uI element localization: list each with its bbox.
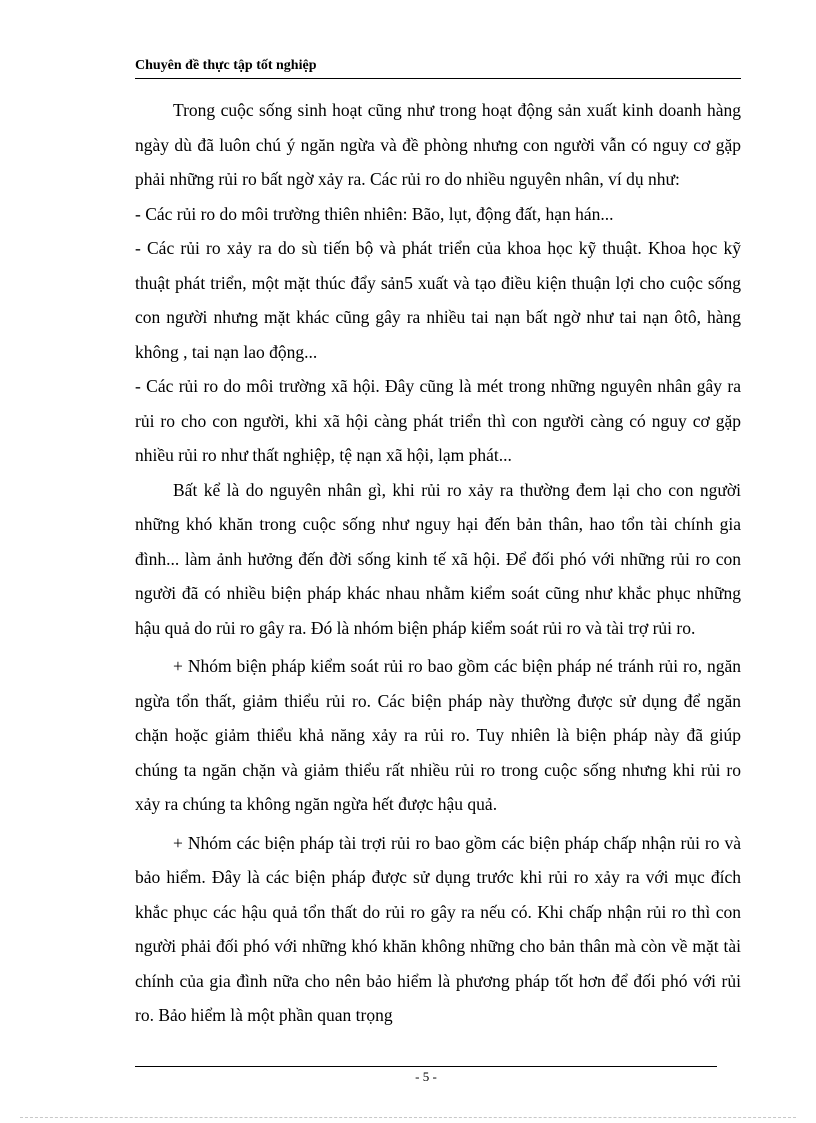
- paragraph-risk-control: + Nhóm biện pháp kiểm soát rủi ro bao gồm các biện pháp né tránh rủi ro, ngăn ngừa tổn thất, giảm thiểu rủi ro. Các biện pháp này thường được sử dụng để ngăn chặn hoặc giảm thiểu khả năng xảy ra rủi ro. Tuy nhiên là biện pháp này đã giúp chúng ta ngăn chặn và giảm thiểu rất nhiều rủi ro trong cuộc sống nhưng khi rủi ro xảy ra chúng ta không ngăn ngừa hết được hậu quả.: [135, 656, 741, 814]
- header-title: Chuyên đề thực tập tốt nghiệp: [135, 58, 317, 73]
- paragraph-risk-financing: + Nhóm các biện pháp tài trợi rủi ro bao gồm các biện pháp chấp nhận rủi ro và bảo hiểm. Đây là các biện pháp được sử dụng trước khi rủi ro xảy ra với mục đích khắc phục các hậu quả tổn thất do rủi ro gây ra nếu có. Khi chấp nhận rủi ro thì con người phải đối phó với những khó khăn không những cho bản thân mà còn về mặt tài chính của gia đình nữa cho nên bảo hiểm là phương pháp tốt hơn để đối phó với rủi ro. Bảo hiểm là một phần quan trọng: [135, 832, 741, 1025]
- page-boundary: [20, 1117, 796, 1118]
- list-item-tech-risks: - Các rủi ro xảy ra do sù tiến bộ và phát triển của khoa học kỹ thuật. Khoa học kỹ thuật phát triển, một mặt thúc đẩy sản5 xuất và tạo điều kiện thuận lợi cho cuộc sống con người nhưng mặt khác cũng gây ra nhiều tai nạn bất ngờ như tai nạn ôtô, hàng không , tai nạn lao động...: [135, 238, 741, 362]
- paragraph-consequences: Bất kể là do nguyên nhân gì, khi rủi ro xảy ra thường đem lại cho con người những khó khăn trong cuộc sống như nguy hại đến bản thân, hao tổn tài chính gia đình... làm ảnh hưởng đến đời sống kinh tế xã hội. Để đối phó với những rủi ro con người đã có nhiều biện pháp khác nhau nhằm kiểm soát cũng như khắc phục những hậu quả do rủi ro gây ra. Đó là nhóm biện pháp kiểm soát rủi ro và tài trợ rủi ro.: [135, 479, 741, 638]
- list-item-nature-risks: - Các rủi ro do môi trường thiên nhiên: Bão, lụt, động đất, hạn hán...: [135, 203, 614, 224]
- paragraph-intro: Trong cuộc sống sinh hoạt cũng như trong hoạt động sản xuất kinh doanh hàng ngày dù đã luôn chú ý ngăn ngừa và đề phòng nhưng con người vẫn có nguy cơ gặp phải những rủi ro bất ngờ xảy ra. Các rủi ro do nhiều nguyên nhân, ví dụ như:: [135, 100, 741, 189]
- list-item-social-risks: - Các rủi ro do môi trường xã hội. Đây cũng là mét trong những nguyên nhân gây ra rủi ro cho con người, khi xã hội càng phát triển thì con người càng có nguy cơ gặp nhiều rủi ro như thất nghiệp, tệ nạn xã hội, lạm phát...: [135, 376, 741, 465]
- page-header: [135, 56, 741, 79]
- document-body: [135, 93, 741, 1033]
- page-number: - 5 -: [415, 1069, 437, 1084]
- footer-divider: [135, 1066, 717, 1067]
